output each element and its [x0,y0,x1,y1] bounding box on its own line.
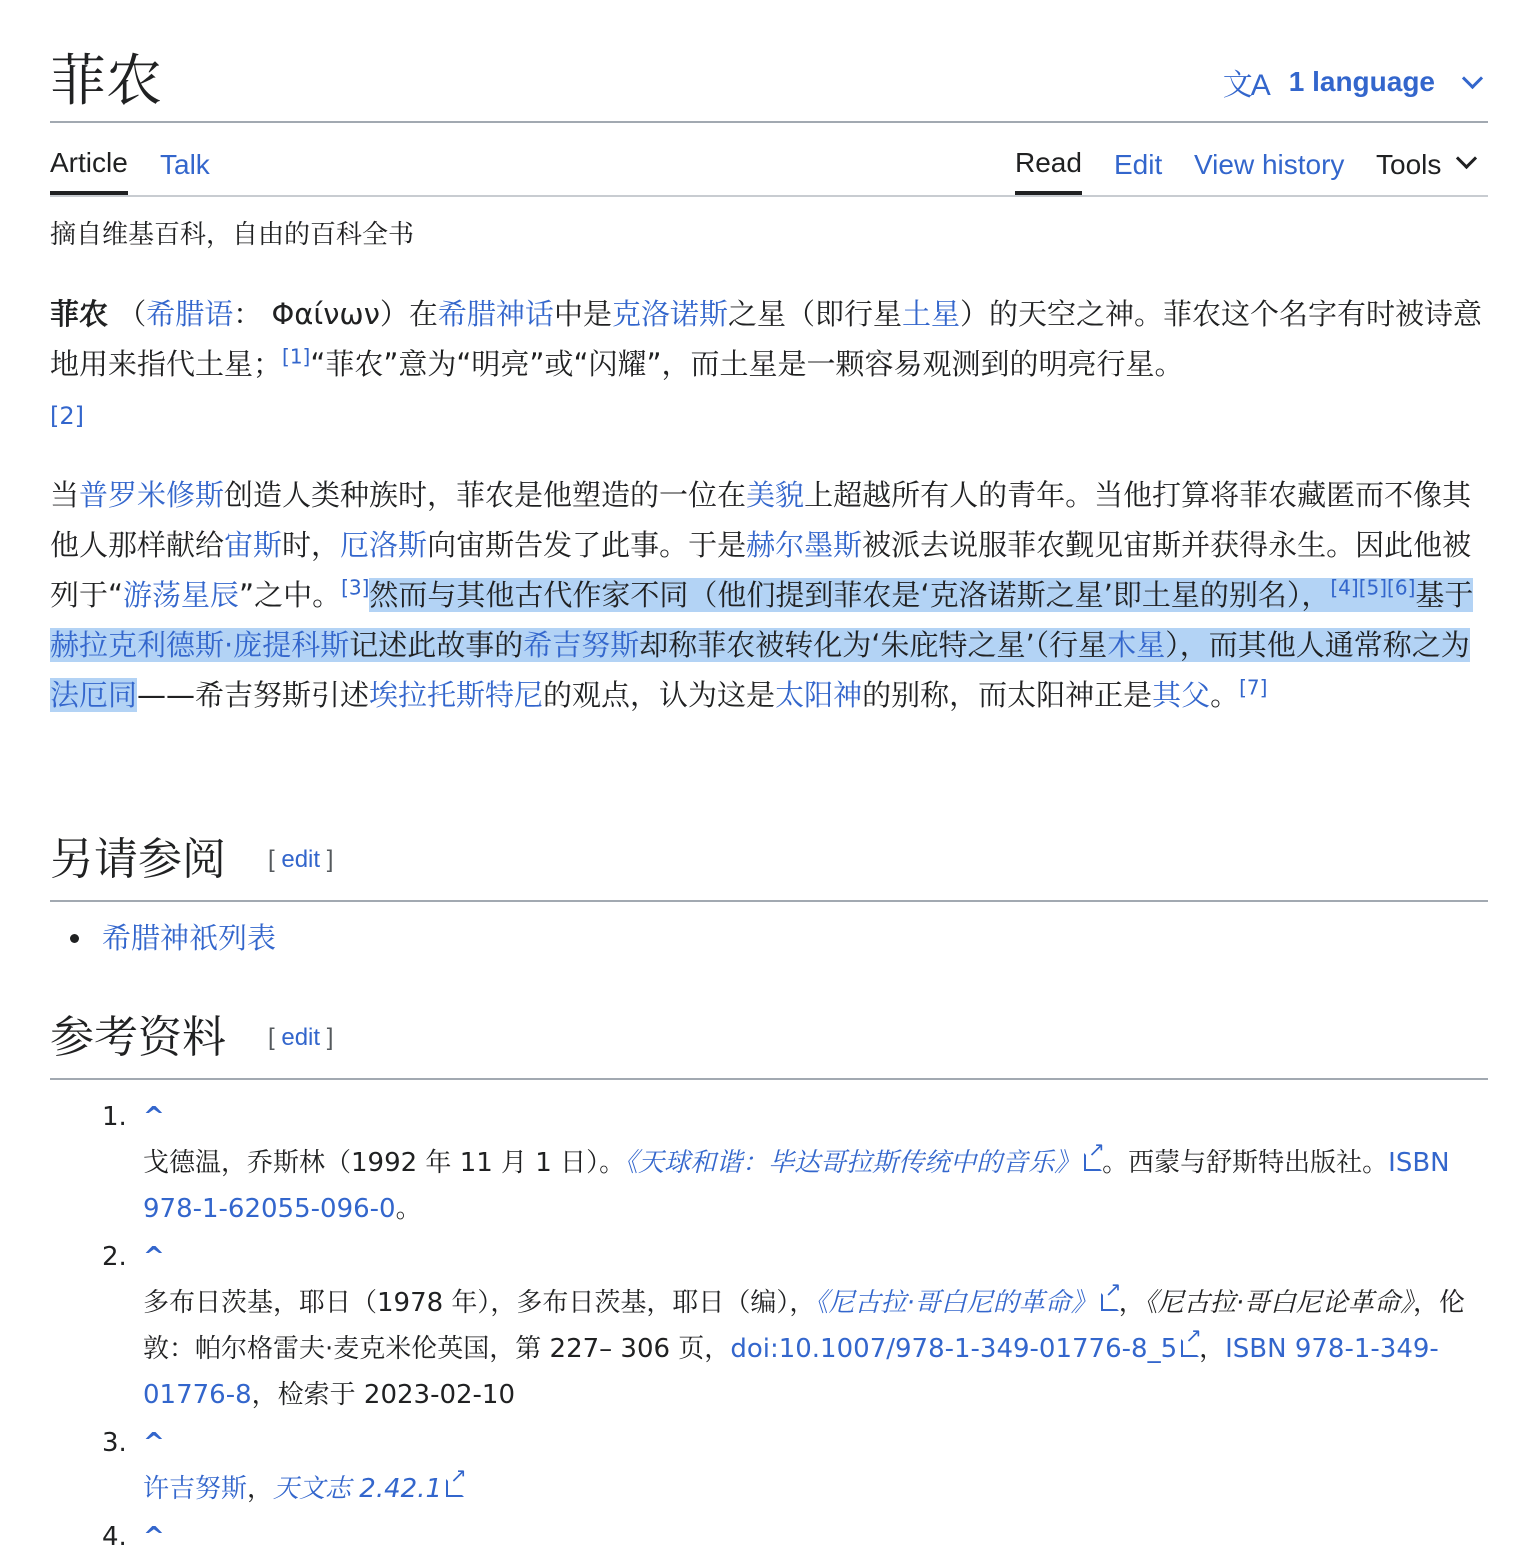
link-hermes[interactable]: 赫尔墨斯 [746,528,863,562]
see-also-list [50,912,276,964]
external-link-icon [1181,1339,1199,1357]
text: 之星（即行星 [727,297,902,331]
tab-article[interactable]: Article [50,123,128,195]
bracket: ] [320,846,334,873]
language-label: 1 language [1288,66,1435,97]
link-greek[interactable]: 希腊语 [146,297,234,331]
reference-number: 4. [102,1522,127,1552]
citation-7[interactable]: [7] [1239,675,1268,700]
section-edit [268,1024,333,1052]
link-doi-label[interactable]: doi [730,1334,770,1364]
link-phaethon[interactable]: 法厄同 [50,678,138,712]
page-tabs [50,123,1488,197]
text: 《尼古拉·哥白尼的革命》 [815,1288,1097,1318]
reference-item [50,1420,1488,1514]
text: ）的天空之神。菲农这个名字有时被诗意地用来指代土星； [50,297,1483,381]
link-greek-deities-list[interactable]: 希腊神祇列表 [102,921,277,955]
citation-1[interactable]: [1] [282,344,311,369]
text: 被派去说服菲农觐见宙斯并获得永生。因此他被列于“ [50,528,1472,612]
external-link-icon [446,1479,464,1497]
text: 《天球和谐：毕达哥拉斯传统中的音乐》 [625,1148,1081,1178]
reference-item [50,1094,1488,1234]
intro-paragraph [50,289,1488,439]
backlink-caret[interactable]: ^ [143,1242,165,1272]
text: 却称菲农被转化为‘朱庇特之星’（行星 [639,628,1108,662]
bracket: [ [268,846,282,873]
text: 时， [282,528,341,562]
reference-number: 2. [102,1242,127,1272]
text: 然而与其他古代作家不同（他们提到菲农是‘克洛诺斯之星’即土星的别名）， [369,578,1331,612]
backlink-caret[interactable]: ^ [143,1102,165,1132]
link-reference-title[interactable] [815,1288,1118,1318]
text: “菲农”意为“明亮”或“闪耀”，而土星是一颗容易观测到的明亮行星。 [310,347,1184,381]
text: ， [1118,1288,1145,1318]
text: 。 [1210,678,1240,712]
tab-read[interactable]: Read [1015,123,1082,195]
story-paragraph [50,470,1488,720]
text: ： Φαίνων）在 [233,297,438,331]
text: 记述此故事的 [349,628,524,662]
list-item [50,912,276,964]
bracket: [ [268,1024,282,1051]
site-tagline: 摘自维基百科，自由的百科全书 [50,220,415,250]
language-button[interactable] [1223,58,1488,106]
text: 。西蒙与舒斯特出版社。 [1102,1148,1389,1178]
backlink-caret[interactable]: ^ [143,1522,165,1552]
text: 。 [395,1194,422,1224]
text: 基于 [1415,578,1474,612]
article-page [50,0,1488,1552]
translate-icon: 文A [1222,69,1269,102]
link-hyginus[interactable]: 希吉努斯 [523,628,640,662]
edit-section-see-also[interactable]: edit [281,846,321,873]
link-doi[interactable] [770,1334,1199,1364]
link-zeus[interactable]: 宙斯 [224,528,283,562]
link-saturn[interactable]: 土星 [901,297,960,331]
link-sun-god[interactable]: 太阳神 [775,678,863,712]
link-wandering-stars[interactable]: 游荡星辰 [123,578,240,612]
link-reference-title[interactable] [625,1148,1102,1178]
chevron-down-icon [1462,67,1483,88]
text: ——希吉努斯引述 [137,678,370,712]
references-section-header [50,998,1488,1080]
tab-edit[interactable]: Edit [1114,149,1163,180]
tools-menu[interactable] [1376,123,1482,195]
link-isbn[interactable]: ISBN 978-1-349-01776-8 [143,1334,1439,1410]
reference-item [50,1234,1488,1420]
subject-name: 菲农 [50,297,109,331]
see-also-section-header [50,820,1488,902]
see-also-heading: 另请参阅 [50,834,226,885]
text: ），而其他人通常称之为 [1165,628,1470,662]
external-link-icon [1084,1153,1102,1171]
citation-3[interactable]: [3] [341,575,370,600]
edit-section-references[interactable]: edit [281,1024,321,1051]
text: 中是 [553,297,612,331]
text: 的观点，认为这是 [543,678,776,712]
text: :10.1007/978-1-349-01776-8_5 [769,1334,1178,1364]
citation-2[interactable]: [2] [50,402,84,430]
title-bar [50,0,1488,123]
text: ”之中。 [239,578,342,612]
page-title: 菲农 [50,49,162,114]
link-jupiter[interactable]: 木星 [1107,628,1166,662]
link-cronus[interactable]: 克洛诺斯 [611,297,728,331]
link-beauty[interactable]: 美貌 [746,478,805,512]
external-link-icon [1101,1293,1119,1311]
link-isbn[interactable]: ISBN 978-1-62055-096-0 [143,1148,1450,1224]
chevron-down-icon [1456,148,1477,169]
link-eros[interactable]: 厄洛斯 [340,528,428,562]
tab-talk[interactable]: Talk [160,149,210,180]
text: ，检索于 2023-02-10 [251,1380,516,1410]
reference-number: 1. [102,1102,127,1132]
text: 向宙斯告发了此事。于是 [427,528,747,562]
text: （ [108,297,147,331]
link-hyginus-author[interactable]: 许吉努斯 [143,1474,248,1504]
link-eratosthenes[interactable]: 埃拉托斯特尼 [369,678,544,712]
text: 戈德温，乔斯林（1992 年 11 月 1 日）。 [143,1148,626,1178]
link-prometheus[interactable]: 普罗米修斯 [79,478,225,512]
text: 当 [50,478,80,512]
text: 多布日茨基，耶日（1978 年），多布日茨基，耶日（编）， [143,1288,816,1318]
references-heading: 参考资料 [50,1012,226,1063]
text: 上超越所有人的青年。当他打算将菲农藏匿而不像其他人那样献给 [50,478,1472,562]
reference-item [50,1514,1488,1560]
tab-view-history[interactable]: View history [1194,149,1345,180]
text: 天文志 2.42.1 [273,1474,442,1504]
text: 的别称，而太阳神正是 [862,678,1153,712]
tools-label: Tools [1376,149,1442,180]
text: ， [1199,1334,1226,1364]
book-title: 《尼古拉·哥白尼论革命》 [1144,1288,1413,1318]
link-his-father[interactable]: 其父 [1152,678,1211,712]
link-reference-title[interactable] [273,1474,464,1504]
text: ， [247,1474,274,1504]
reference-number: 3. [102,1428,127,1458]
link-greek-mythology[interactable]: 希腊神话 [437,297,554,331]
bracket: ] [320,1024,334,1051]
text: ，伦敦：帕尔格雷夫·麦克米伦英国，第 227– 306 页， [143,1288,1465,1364]
link-heraclides[interactable]: 赫拉克利德斯·庞提科斯 [50,628,350,662]
citation-4-5-6[interactable]: [4][5][6] [1330,575,1416,600]
references-list [50,1094,1488,1560]
backlink-caret[interactable]: ^ [143,1428,165,1458]
text: 创造人类种族时，菲农是他塑造的一位在 [224,478,747,512]
section-edit [268,846,333,874]
